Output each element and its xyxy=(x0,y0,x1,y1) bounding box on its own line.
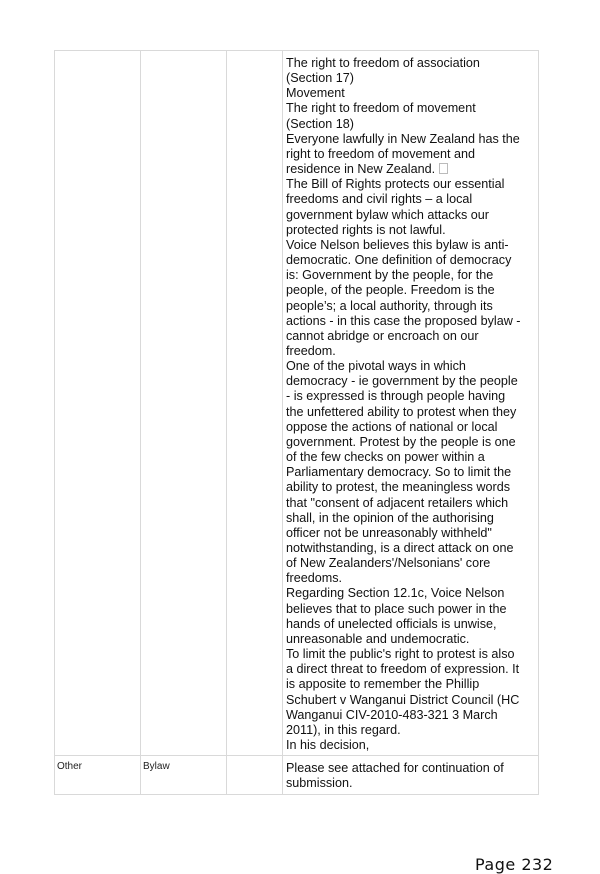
text-line: officer not be unreasonably withheld" xyxy=(286,525,492,540)
text-line: Schubert v Wanganui District Council (HC xyxy=(286,692,520,707)
text-line: In his decision, xyxy=(286,738,370,753)
text-line: notwithstanding, is a direct attack on one xyxy=(286,541,514,555)
text-line: government. Protest by the people is one xyxy=(286,434,516,449)
text-line: right to freedom of movement and xyxy=(286,146,476,161)
text-line: freedoms and civil rights – a local xyxy=(286,192,473,207)
blank-cell xyxy=(227,51,283,756)
text-line: hands of unelected officials is unwise, xyxy=(286,616,497,631)
text-line: actions - in this case the proposed bylaw - xyxy=(286,313,521,328)
text-line: Regarding Section 12.1c, Voice Nelson xyxy=(286,586,505,601)
type-cell xyxy=(141,51,227,756)
text-line: Voice Nelson believes this bylaw is anti- xyxy=(286,237,509,252)
text-line: submission. xyxy=(286,776,353,791)
text-line: ability to protest, the meaningless words xyxy=(286,480,511,495)
missing-glyph-icon xyxy=(439,163,448,174)
text-line: is: Government by the people, for the xyxy=(286,268,494,283)
text-line: oppose the actions of national or local xyxy=(286,419,498,434)
category-cell xyxy=(55,51,141,756)
text-line: freedoms. xyxy=(286,571,342,586)
text-line: One of the pivotal ways in which xyxy=(286,359,466,374)
category-cell: Other xyxy=(55,756,141,794)
text-line: government bylaw which attacks our xyxy=(286,207,489,222)
text-line: Everyone lawfully in New Zealand has the xyxy=(286,131,520,146)
type-cell: Bylaw xyxy=(141,756,227,794)
text-line: cannot abridge or encroach on our xyxy=(286,328,479,343)
text-line-with-symbol xyxy=(286,162,535,177)
text-line: of the few checks on power within a xyxy=(286,450,485,465)
text-line: people’s; a local authority, through its xyxy=(286,298,493,313)
text-line: - is expressed is through people having xyxy=(286,389,506,404)
text-line: (Section 17) xyxy=(286,71,354,86)
text-line: (Section 18) xyxy=(286,116,354,131)
text-line: Parliamentary democracy. So to limit the xyxy=(286,465,512,480)
text-line: The Bill of Rights protects our essential xyxy=(286,177,505,192)
text-line: democratic. One definition of democracy xyxy=(286,253,512,268)
submission-text-cell xyxy=(283,51,539,756)
table-row xyxy=(55,756,539,794)
text-line: the unfettered ability to protest when they xyxy=(286,404,517,419)
text-line: shall, in the opinion of the authorising xyxy=(286,510,494,525)
text-line: unreasonable and undemocratic. xyxy=(286,631,470,646)
blank-cell xyxy=(227,756,283,794)
text-line: of New Zealanders'/Nelsonians' core xyxy=(286,556,491,571)
submission-text-cell xyxy=(283,756,539,794)
text-line: is apposite to remember the Phillip xyxy=(286,677,480,692)
text-line: democracy - ie government by the people xyxy=(286,374,518,389)
table-row xyxy=(55,51,539,756)
text-line: To limit the public's right to protest is also xyxy=(286,647,515,662)
text-line: The right to freedom of association xyxy=(286,56,480,70)
page-number: Page 232 xyxy=(475,855,554,874)
text-line: Movement xyxy=(286,86,345,101)
text-line: The right to freedom of movement xyxy=(286,101,476,116)
text-line: Please see attached for continuation of xyxy=(286,761,504,776)
text-line: people, of the people. Freedom is the xyxy=(286,283,495,298)
text-line: 2011), in this regard. xyxy=(286,722,401,737)
text-line: protected rights is not lawful. xyxy=(286,222,446,237)
text-line: residence in New Zealand. xyxy=(286,162,436,177)
text-line: that "consent of adjacent retailers which xyxy=(286,495,509,510)
text-line: Wanganui CIV-2010-483-321 3 March xyxy=(286,707,498,722)
submission-table xyxy=(54,50,539,795)
text-line: freedom. xyxy=(286,343,336,358)
text-line: a direct threat to freedom of expression. It xyxy=(286,662,520,677)
text-line: believes that to place such power in the xyxy=(286,601,507,616)
